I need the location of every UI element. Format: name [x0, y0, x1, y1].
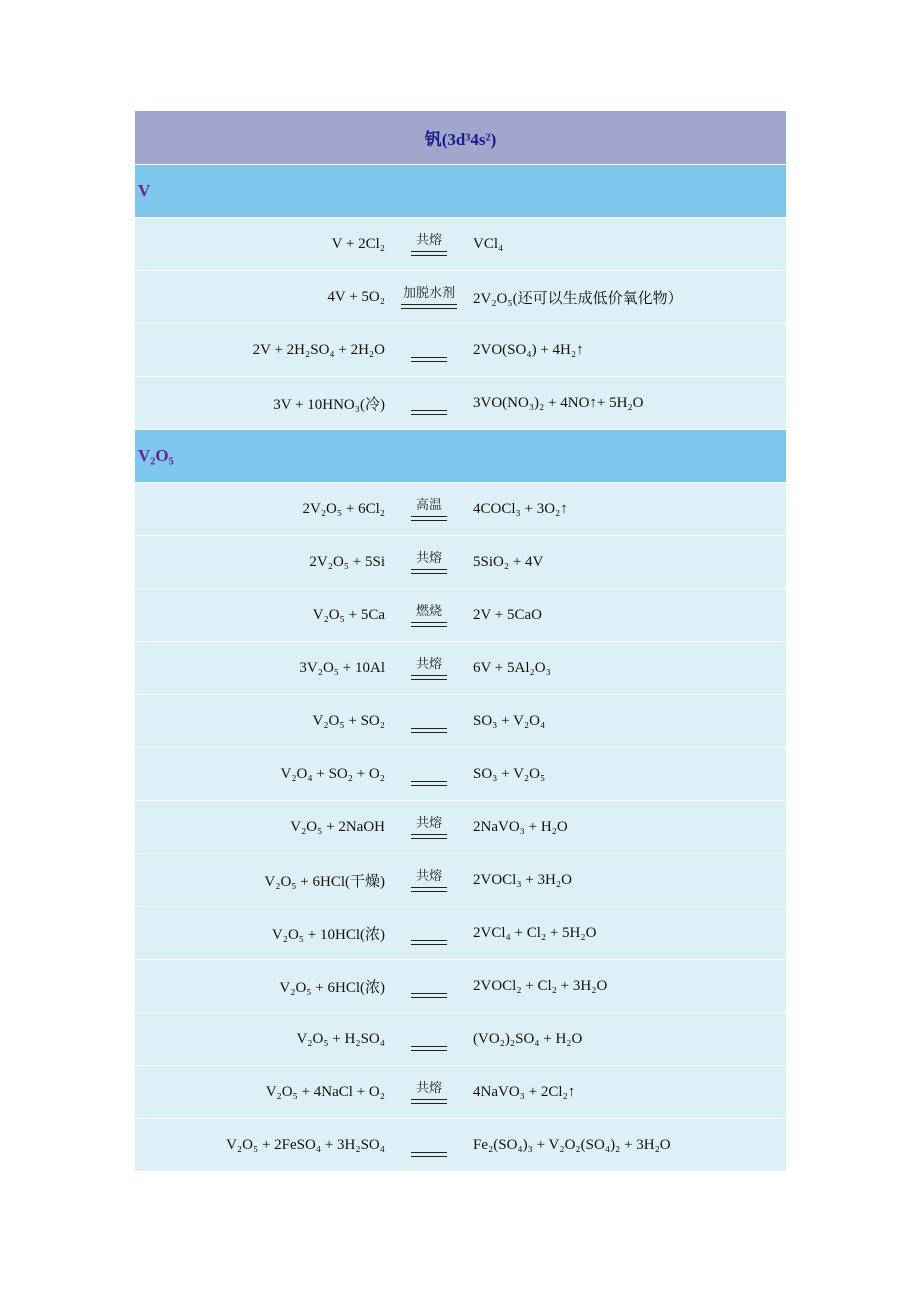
reaction-condition — [385, 595, 473, 635]
condition-label: 共熔 — [415, 868, 442, 884]
reaction-condition — [385, 330, 473, 370]
double-line-sign — [411, 357, 447, 362]
double-line-sign — [411, 1152, 447, 1157]
reactants: V + 2Cl₂ — [331, 235, 385, 252]
reaction-condition — [385, 860, 473, 900]
table-title: 钒(3d³4s²) — [135, 111, 786, 165]
reaction-row — [135, 1119, 786, 1172]
double-line-sign — [411, 1099, 447, 1104]
products: 2VCl₄ + Cl₂ + 5H₂O — [473, 924, 597, 941]
double-line-sign — [411, 993, 447, 998]
products: 2V₂O₅(还可以生成低价氧化物） — [473, 290, 683, 307]
reactants: V₂O₅ + 2NaOH — [290, 818, 385, 835]
double-line-sign — [411, 887, 447, 892]
products: SO₃ + V₂O₄ — [473, 712, 546, 729]
products: 2VOCl₃ + 3H₂O — [473, 871, 572, 888]
reactants: 2V₂O₅ + 6Cl₂ — [302, 500, 385, 517]
reactants: 3V₂O₅ + 10Al — [299, 659, 385, 676]
reaction-condition — [385, 1125, 473, 1165]
reaction-row — [135, 801, 786, 854]
reaction-row — [135, 695, 786, 748]
reactants: V₂O₅ + 6HCl(干燥) — [264, 873, 385, 890]
reactants: V₂O₅ + H₂SO₄ — [296, 1030, 385, 1047]
double-line-sign — [411, 834, 447, 839]
reaction-row — [135, 324, 786, 377]
reaction-condition — [385, 754, 473, 794]
double-line-sign — [411, 940, 447, 945]
products: Fe₂(SO₄)₃ + V₂O₂(SO₄)₂ + 3H₂O — [473, 1136, 671, 1153]
section-heading: V₂O₅ — [135, 430, 786, 483]
reaction-row — [135, 589, 786, 642]
reactants: 2V + 2H₂SO₄ + 2H₂O — [252, 341, 385, 358]
reactants: 3V + 10HNO₃(冷) — [273, 396, 385, 413]
condition-label: 共熔 — [415, 232, 442, 248]
reactants: V₂O₅ + 4NaCl + O₂ — [265, 1083, 385, 1100]
reactants: V₂O₅ + SO₂ — [312, 712, 385, 729]
products: 6V + 5Al₂O₃ — [473, 659, 551, 676]
reactants: V₂O₅ + 5Ca — [312, 606, 385, 623]
reaction-condition — [385, 913, 473, 953]
reactants: V₂O₅ + 2FeSO₄ + 3H₂SO₄ — [226, 1136, 385, 1153]
reaction-condition — [385, 542, 473, 582]
condition-label: 加脱水剂 — [402, 285, 455, 301]
reaction-row — [135, 748, 786, 801]
products: 2VO(SO₄) + 4H₂↑ — [473, 341, 584, 358]
reaction-condition — [385, 966, 473, 1006]
reaction-condition — [385, 224, 473, 264]
products: 4NaVO₃ + 2Cl₂↑ — [473, 1083, 576, 1100]
products: 2VOCl₂ + Cl₂ + 3H₂O — [473, 977, 608, 994]
reaction-condition — [385, 807, 473, 847]
condition-label: 共熔 — [415, 656, 442, 672]
condition-label: 共熔 — [415, 550, 442, 566]
condition-label: 共熔 — [415, 815, 442, 831]
double-line-sign — [411, 622, 447, 627]
products: 2V + 5CaO — [473, 606, 543, 623]
double-line-sign — [411, 1046, 447, 1051]
reaction-row — [135, 642, 786, 695]
double-line-sign — [411, 569, 447, 574]
double-line-sign — [411, 728, 447, 733]
reaction-row — [135, 536, 786, 589]
reactants: 2V₂O₅ + 5Si — [309, 553, 385, 570]
reaction-condition — [385, 383, 473, 423]
reaction-row — [135, 1013, 786, 1066]
reactants: V₂O₅ + 6HCl(浓) — [279, 979, 385, 996]
products: 5SiO₂ + 4V — [473, 553, 544, 570]
reaction-condition — [385, 489, 473, 529]
double-line-sign — [401, 304, 457, 309]
reaction-condition — [385, 1019, 473, 1059]
condition-label: 共熔 — [415, 1080, 442, 1096]
reactants: 4V + 5O₂ — [327, 288, 385, 305]
condition-label: 高温 — [415, 497, 442, 513]
products: (VO₂)₂SO₄ + H₂O — [473, 1030, 583, 1047]
reaction-row — [135, 854, 786, 907]
reaction-row — [135, 483, 786, 536]
products: 2NaVO₃ + H₂O — [473, 818, 568, 835]
reaction-row — [135, 377, 786, 430]
reaction-row — [135, 960, 786, 1013]
double-line-sign — [411, 781, 447, 786]
reaction-row — [135, 271, 786, 324]
reactants: V₂O₅ + 10HCl(浓) — [271, 926, 385, 943]
reactants: V₂O₄ + SO₂ + O₂ — [280, 765, 385, 782]
reaction-table — [135, 111, 786, 1172]
reaction-condition — [385, 277, 473, 317]
condition-label: 燃烧 — [415, 603, 442, 619]
products: 3VO(NO₃)₂ + 4NO↑+ 5H₂O — [473, 394, 644, 411]
reaction-row — [135, 1066, 786, 1119]
products: 4COCl₃ + 3O₂↑ — [473, 500, 568, 517]
double-line-sign — [411, 410, 447, 415]
reaction-condition — [385, 1072, 473, 1112]
products: SO₃ + V₂O₅ — [473, 765, 546, 782]
reaction-condition — [385, 701, 473, 741]
double-line-sign — [411, 675, 447, 680]
reaction-row — [135, 218, 786, 271]
reaction-row — [135, 907, 786, 960]
double-line-sign — [411, 251, 447, 256]
section-heading: V — [135, 165, 786, 218]
products: VCl₄ — [473, 235, 504, 252]
reaction-condition — [385, 648, 473, 688]
double-line-sign — [411, 516, 447, 521]
